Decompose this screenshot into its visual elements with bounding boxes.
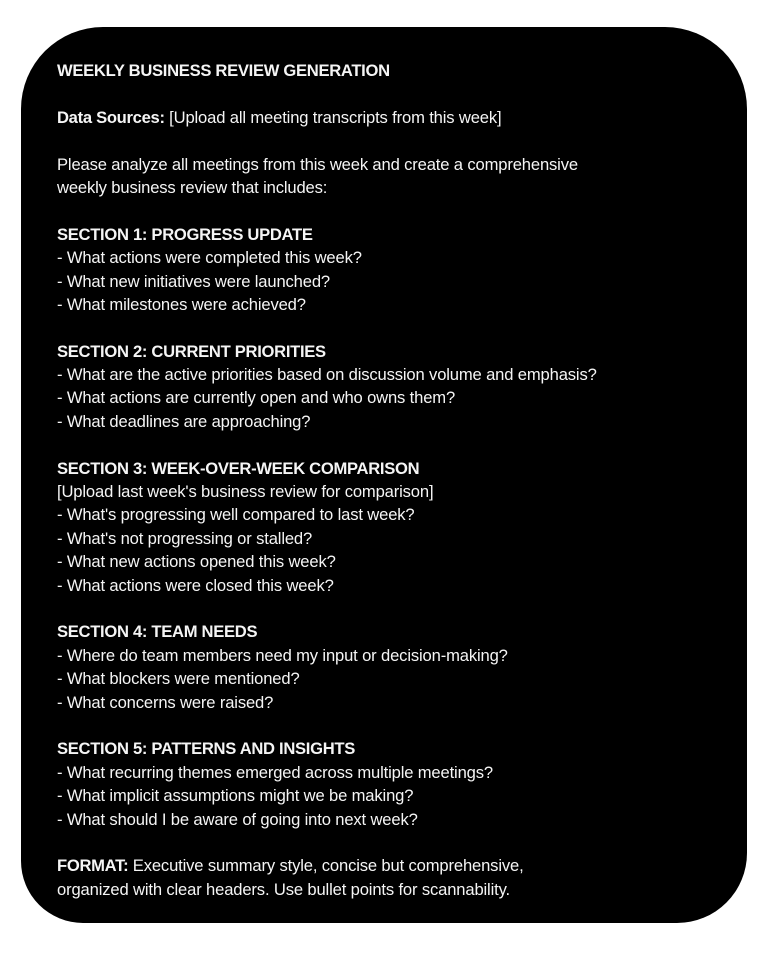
spacer [57, 316, 727, 339]
format-line [57, 854, 727, 877]
section-item: - What new initiatives were launched? [57, 271, 330, 291]
section-heading: SECTION 2: CURRENT PRIORITIES [57, 341, 326, 361]
intro-line: weekly business review that includes: [57, 177, 328, 197]
format-line: organized with clear headers. Use bullet points for scannability. [57, 879, 510, 899]
section-item: - What implicit assumptions might we be making? [57, 786, 414, 806]
section-item: - What deadlines are approaching? [57, 411, 311, 431]
section-heading: SECTION 3: WEEK-OVER-WEEK COMPARISON [57, 458, 420, 478]
section-item: - Where do team members need my input or decision-making? [57, 645, 508, 665]
spacer [57, 597, 727, 620]
section-item: - What's not progressing or stalled? [57, 528, 313, 548]
spacer [57, 714, 727, 737]
data-sources-label: Data Sources: [57, 107, 165, 127]
intro-line: Please analyze all meetings from this week and create a comprehensive [57, 154, 578, 174]
section-item: - What's progressing well compared to last week? [57, 505, 415, 525]
section-item: - What are the active priorities based on discussion volume and emphasis? [57, 365, 597, 385]
section-item: - What actions are currently open and who owns them? [57, 388, 456, 408]
prompt-card [21, 27, 747, 923]
format-text: Executive summary style, concise but comprehensive, [128, 856, 524, 876]
section-item: - What actions were closed this week? [57, 575, 334, 595]
section-item: [Upload last week's business review for comparison] [57, 482, 434, 502]
format-label: FORMAT: [57, 856, 129, 876]
section-item: - What should I be aware of going into next week? [57, 809, 418, 829]
section-item: - What actions were completed this week? [57, 248, 362, 268]
section-heading: SECTION 1: PROGRESS UPDATE [57, 224, 313, 244]
data-sources-text: [Upload all meeting transcripts from this week] [164, 107, 502, 127]
section-item: - What recurring themes emerged across multiple meetings? [57, 762, 493, 782]
document-title: WEEKLY BUSINESS REVIEW GENERATION [57, 61, 390, 80]
spacer [57, 831, 727, 854]
section-item: - What new actions opened this week? [57, 552, 336, 572]
data-sources-line [57, 106, 727, 129]
spacer [57, 199, 727, 222]
section-heading: SECTION 4: TEAM NEEDS [57, 622, 258, 642]
section-item: - What concerns were raised? [57, 692, 274, 712]
spacer [57, 82, 727, 105]
spacer [57, 129, 727, 152]
section-heading: SECTION 5: PATTERNS AND INSIGHTS [57, 739, 356, 759]
spacer [57, 433, 727, 456]
section-item: - What blockers were mentioned? [57, 669, 300, 689]
section-item: - What milestones were achieved? [57, 294, 306, 314]
